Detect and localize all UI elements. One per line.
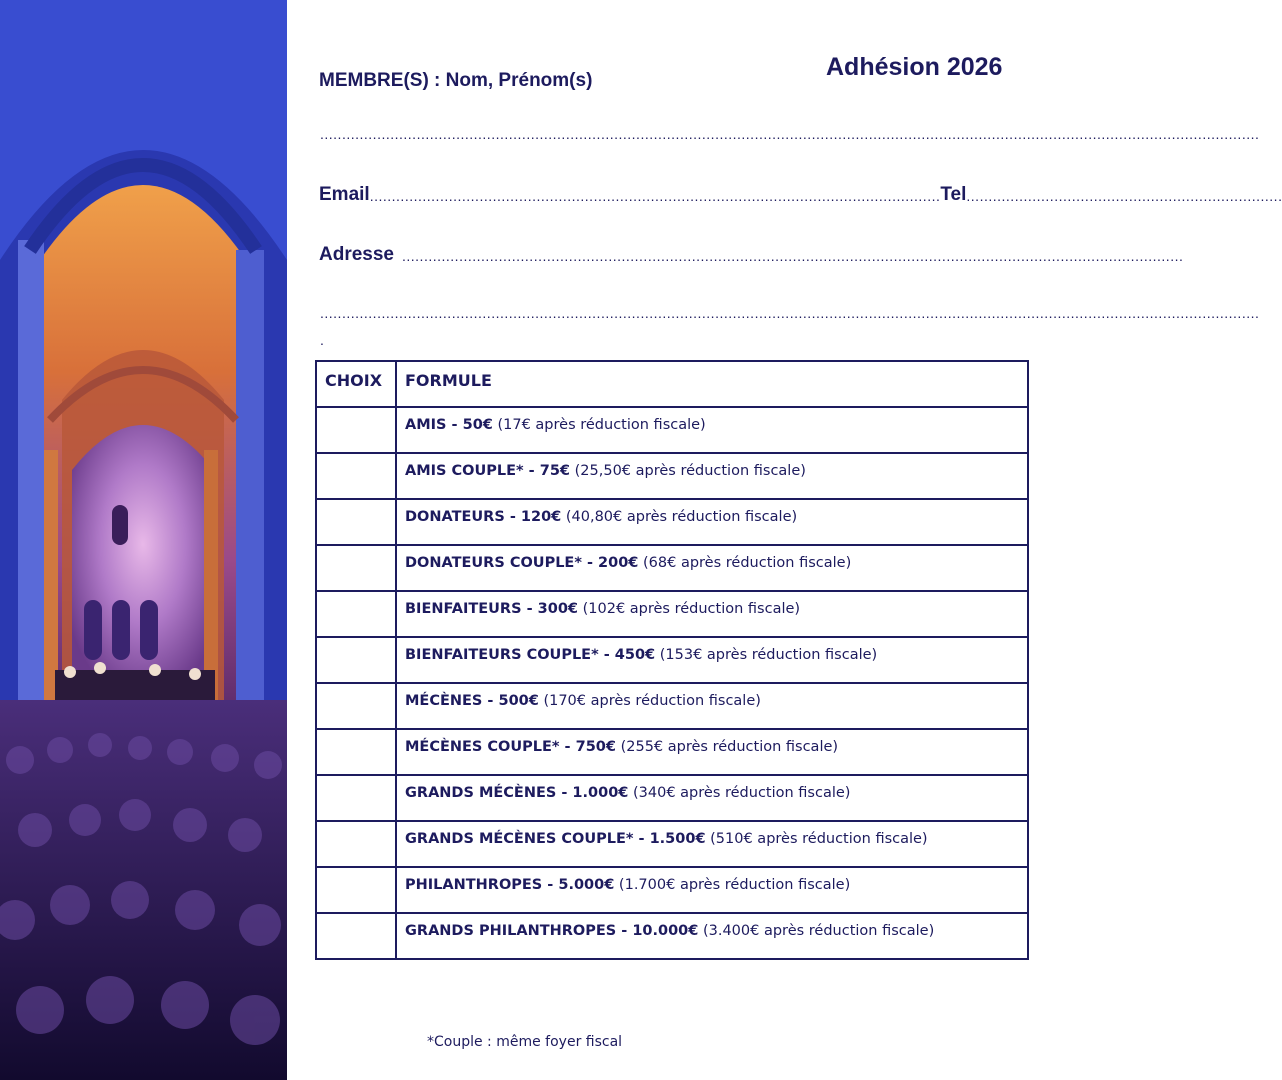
formule-name: DONATEURS - 120€: [405, 509, 562, 525]
formule-name: AMIS - 50€: [405, 417, 493, 433]
formule-note: (25,50€ après réduction fiscale): [570, 463, 806, 479]
choix-cell[interactable]: [316, 821, 396, 867]
choix-cell[interactable]: [316, 591, 396, 637]
formule-header: FORMULE: [396, 361, 1028, 407]
formule-cell: [396, 683, 1028, 729]
formule-cell: [396, 499, 1028, 545]
adresse-row: [319, 240, 1184, 266]
formule-note: (340€ après réduction fiscale): [628, 785, 851, 801]
formule-name: GRANDS PHILANTHROPES - 10.000€: [405, 923, 699, 939]
table-row: [316, 775, 1028, 821]
formule-name: BIENFAITEURS - 300€: [405, 601, 578, 617]
formule-cell: [396, 407, 1028, 453]
tel-field[interactable]: ........................................................................: [966, 188, 1282, 204]
formule-cell: [396, 729, 1028, 775]
choix-cell[interactable]: [316, 453, 396, 499]
formule-cell: [396, 775, 1028, 821]
table-row: [316, 545, 1028, 591]
email-field[interactable]: ..................................................................................................................................: [369, 188, 941, 204]
choix-cell[interactable]: [316, 683, 396, 729]
table-row: [316, 407, 1028, 453]
formule-cell: [396, 821, 1028, 867]
formule-name: AMIS COUPLE* - 75€: [405, 463, 571, 479]
formule-cell: [396, 913, 1028, 959]
formule-cell: [396, 453, 1028, 499]
table-row: [316, 499, 1028, 545]
couple-footnote: *Couple : même foyer fiscal: [427, 1034, 623, 1050]
choix-cell[interactable]: [316, 729, 396, 775]
formule-note: (153€ après réduction fiscale): [655, 647, 878, 663]
formule-cell: [396, 545, 1028, 591]
formule-name: MÉCÈNES COUPLE* - 750€: [405, 739, 616, 755]
table-row: [316, 637, 1028, 683]
table-row: [316, 913, 1028, 959]
formule-note: (40,80€ après réduction fiscale): [561, 509, 798, 525]
email-label: Email: [319, 184, 370, 205]
adresse-field[interactable]: ..................................................................................................................................................................................: [402, 248, 1184, 264]
choix-cell[interactable]: [316, 499, 396, 545]
table-row: [316, 821, 1028, 867]
formule-note: (102€ après réduction fiscale): [578, 601, 801, 617]
formules-table: [315, 360, 1029, 960]
table-row: [316, 591, 1028, 637]
formule-name: GRANDS MÉCÈNES - 1.000€: [405, 785, 629, 801]
formule-note: (255€ après réduction fiscale): [615, 739, 839, 755]
choix-cell[interactable]: [316, 545, 396, 591]
tel-label: Tel: [940, 184, 967, 205]
formule-note: (170€ après réduction fiscale): [538, 693, 761, 709]
choix-cell[interactable]: [316, 867, 396, 913]
choix-cell[interactable]: [316, 407, 396, 453]
formule-note: (3.400€ après réduction fiscale): [698, 923, 935, 939]
adresse-label: Adresse: [319, 244, 394, 265]
formule-note: (1.700€ après réduction fiscale): [614, 877, 851, 893]
formule-cell: [396, 591, 1028, 637]
members-name-field[interactable]: ......................................................................................................................................................................................................................: [320, 126, 1260, 142]
formule-name: MÉCÈNES - 500€: [405, 693, 539, 709]
table-row: [316, 453, 1028, 499]
choix-cell[interactable]: [316, 775, 396, 821]
choix-header: CHOIX: [316, 361, 396, 407]
table-row: [316, 729, 1028, 775]
concert-photo-drawing: [0, 0, 287, 1080]
formule-note: (510€ après réduction fiscale): [705, 831, 928, 847]
formule-name: DONATEURS COUPLE* - 200€: [405, 555, 639, 571]
email-tel-row: [319, 180, 1282, 206]
adresse-field-line-2[interactable]: ......................................................................................................................................................................................................................: [320, 305, 1260, 321]
formule-cell: [396, 867, 1028, 913]
choix-cell[interactable]: [316, 913, 396, 959]
concert-photo: [0, 0, 287, 1080]
table-row: [316, 683, 1028, 729]
formule-name: PHILANTHROPES - 5.000€: [405, 877, 615, 893]
trailing-dot: .: [320, 332, 324, 348]
formule-name: GRANDS MÉCÈNES COUPLE* - 1.500€: [405, 831, 706, 847]
formule-name: BIENFAITEURS COUPLE* - 450€: [405, 647, 656, 663]
formule-cell: [396, 637, 1028, 683]
table-header-row: [316, 361, 1028, 407]
choix-cell[interactable]: [316, 637, 396, 683]
formule-note: (68€ après réduction fiscale): [638, 555, 852, 571]
formule-note: (17€ après réduction fiscale): [492, 417, 706, 433]
page-title: Adhésion 2026: [826, 53, 1003, 81]
members-label: MEMBRE(S) : Nom, Prénom(s): [319, 70, 593, 91]
table-row: [316, 867, 1028, 913]
